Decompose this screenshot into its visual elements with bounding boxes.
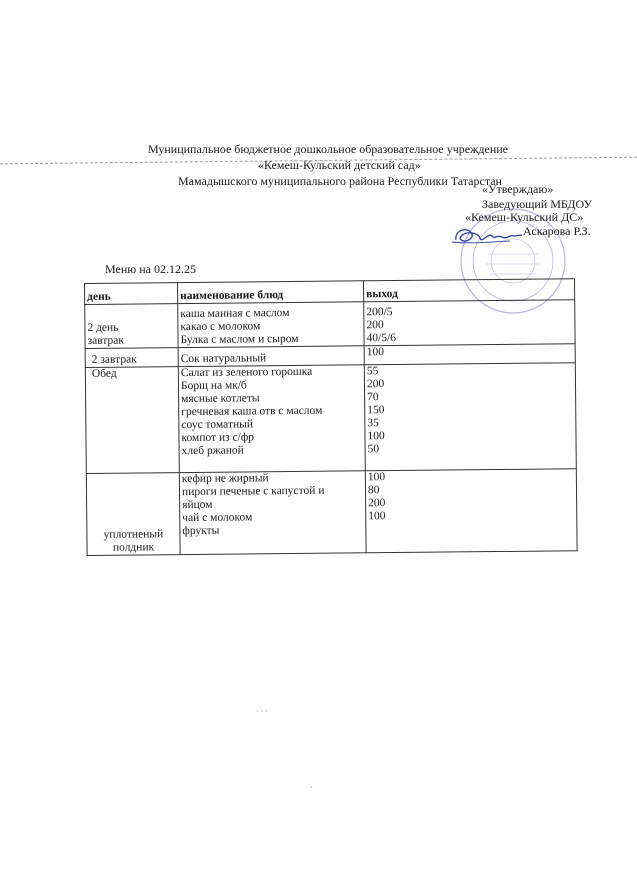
dish-name: яйцом xyxy=(182,498,213,512)
dish-name: Сок натуральный xyxy=(180,352,267,366)
approval-position: Заведующий МБДОУ xyxy=(482,197,593,211)
portion-cell xyxy=(364,344,575,365)
day-label: 2 день xyxy=(87,321,119,334)
dish-name: хлеб ржаной xyxy=(181,444,244,458)
meal-label: завтрак xyxy=(87,334,125,347)
day-cell: Обед xyxy=(85,367,179,474)
dish-name: каша манная с маслом xyxy=(180,307,290,321)
scan-speck: · xyxy=(310,783,313,792)
portion-value: 200 xyxy=(366,378,385,391)
portion-value: 100 xyxy=(367,471,386,484)
dish-name: чай с молоком xyxy=(182,511,253,525)
dish-name: соус томатный xyxy=(181,418,254,432)
portion-value: 35 xyxy=(367,417,379,430)
portion-value: 40/5/6 xyxy=(366,332,396,345)
day-cell xyxy=(85,304,178,349)
dish-name: компот из с/фр xyxy=(181,431,255,445)
scan-speck: · · · xyxy=(256,707,268,716)
portion-cell xyxy=(364,300,575,346)
column-header-day: день xyxy=(85,283,178,305)
portion-value: 100 xyxy=(368,510,386,523)
portion-cell xyxy=(364,363,576,471)
org-name-line3: Мамадышского муниципального района Республики Татарстан xyxy=(178,174,502,188)
column-header-dish: наименование блюд xyxy=(178,281,364,304)
portion-value: 150 xyxy=(367,404,385,417)
dish-name: Булка с маслом и сыром xyxy=(180,332,299,347)
approval-title: «Утверждаю» xyxy=(482,182,554,196)
approval-name: Аскарова Р.З. xyxy=(523,224,591,238)
table-row xyxy=(85,300,575,349)
portion-value: 50 xyxy=(367,443,380,456)
day-cell xyxy=(86,473,180,556)
table-row xyxy=(85,363,576,474)
dish-name: пироги печеные с капустой и xyxy=(181,484,325,499)
portion-value: 80 xyxy=(367,484,380,497)
dish-name: кефир не жирный xyxy=(181,472,269,486)
org-name-line1: Муниципальное бюджетное дошкольное образовательное учреждение xyxy=(148,142,508,156)
approval-organization: «Кемеш-Кульский ДС» xyxy=(465,210,584,224)
portion-cell xyxy=(365,469,577,553)
portion-value: 200 xyxy=(366,319,384,332)
dish-name: фрукты xyxy=(182,524,220,538)
portion-value: 55 xyxy=(366,365,379,378)
portion-value: 100 xyxy=(367,430,385,443)
dishes-cell xyxy=(178,365,365,473)
meal-label: полдник xyxy=(112,541,155,554)
dishes-cell xyxy=(179,471,366,555)
day-cell: 2 завтрак xyxy=(85,348,178,368)
column-header-portion: выход xyxy=(363,279,574,302)
dish-name: Салат из зеленого горошка xyxy=(180,365,313,380)
dish-name: гречневая каша отв с маслом xyxy=(181,404,323,419)
dish-name: какао с молоком xyxy=(180,320,261,334)
dish-name: Борщ на мк/б xyxy=(180,379,247,393)
day-label: уплотненый xyxy=(103,528,164,541)
handwritten-signature xyxy=(450,222,525,250)
menu-table xyxy=(84,278,578,556)
table-row xyxy=(86,469,577,556)
menu-date: Меню на 02.12.25 xyxy=(105,262,196,276)
portion-value: 200 xyxy=(368,497,386,510)
dish-name: мясные котлеты xyxy=(181,392,260,406)
portion-value: 200/5 xyxy=(366,306,393,319)
org-name-line2: «Кемеш-Кульский детский сад» xyxy=(258,158,421,172)
dishes-cell xyxy=(178,302,364,348)
portion-value: 100 xyxy=(366,346,384,359)
portion-value: 70 xyxy=(367,391,379,404)
dishes-cell xyxy=(178,346,364,367)
